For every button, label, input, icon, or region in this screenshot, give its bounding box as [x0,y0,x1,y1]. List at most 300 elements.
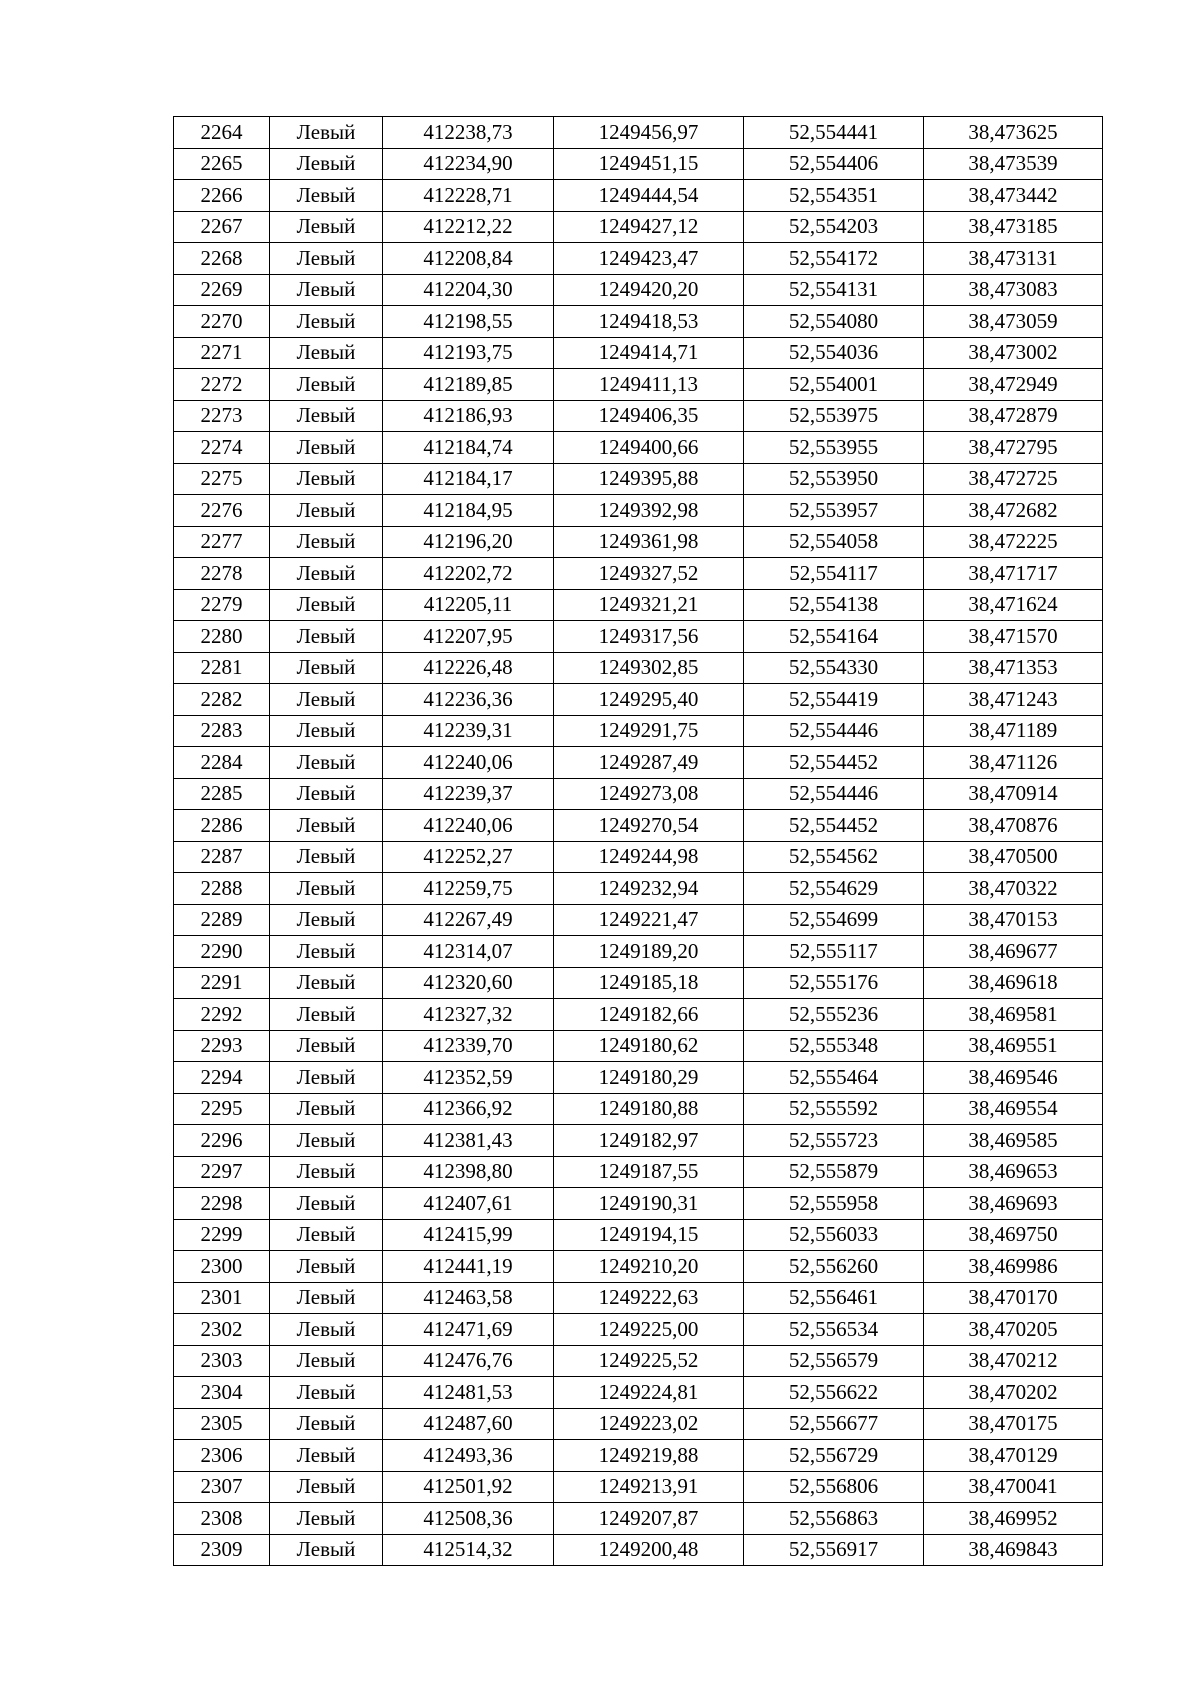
x-coordinate-cell: 412226,48 [383,652,554,684]
longitude-cell: 38,469653 [924,1156,1103,1188]
point-number-cell: 2270 [174,306,270,338]
point-number-cell: 2278 [174,558,270,590]
y-coordinate-cell: 1249317,56 [554,621,744,653]
latitude-cell: 52,554699 [744,904,924,936]
side-cell: Левый [270,306,383,338]
side-cell: Левый [270,621,383,653]
side-cell: Левый [270,1440,383,1472]
longitude-cell: 38,470212 [924,1345,1103,1377]
point-number-cell: 2277 [174,526,270,558]
point-number-cell: 2269 [174,274,270,306]
side-cell: Левый [270,558,383,590]
x-coordinate-cell: 412228,71 [383,180,554,212]
x-coordinate-cell: 412236,36 [383,684,554,716]
latitude-cell: 52,554080 [744,306,924,338]
longitude-cell: 38,471717 [924,558,1103,590]
point-number-cell: 2305 [174,1408,270,1440]
side-cell: Левый [270,337,383,369]
point-number-cell: 2300 [174,1251,270,1283]
y-coordinate-cell: 1249444,54 [554,180,744,212]
latitude-cell: 52,553975 [744,400,924,432]
side-cell: Левый [270,1156,383,1188]
side-cell: Левый [270,715,383,747]
longitude-cell: 38,470041 [924,1471,1103,1503]
point-number-cell: 2293 [174,1030,270,1062]
x-coordinate-cell: 412252,27 [383,841,554,873]
side-cell: Левый [270,274,383,306]
y-coordinate-cell: 1249361,98 [554,526,744,558]
table-row [174,652,1103,684]
table-row [174,1345,1103,1377]
side-cell: Левый [270,1062,383,1094]
latitude-cell: 52,554164 [744,621,924,653]
y-coordinate-cell: 1249221,47 [554,904,744,936]
y-coordinate-cell: 1249273,08 [554,778,744,810]
longitude-cell: 38,473059 [924,306,1103,338]
side-cell: Левый [270,1408,383,1440]
y-coordinate-cell: 1249414,71 [554,337,744,369]
table-row [174,243,1103,275]
x-coordinate-cell: 412240,06 [383,747,554,779]
x-coordinate-cell: 412238,73 [383,117,554,149]
x-coordinate-cell: 412186,93 [383,400,554,432]
x-coordinate-cell: 412501,92 [383,1471,554,1503]
latitude-cell: 52,556579 [744,1345,924,1377]
table-row [174,1440,1103,1472]
point-number-cell: 2289 [174,904,270,936]
side-cell: Левый [270,495,383,527]
longitude-cell: 38,469585 [924,1125,1103,1157]
point-number-cell: 2286 [174,810,270,842]
y-coordinate-cell: 1249395,88 [554,463,744,495]
point-number-cell: 2288 [174,873,270,905]
y-coordinate-cell: 1249406,35 [554,400,744,432]
longitude-cell: 38,473539 [924,148,1103,180]
y-coordinate-cell: 1249180,62 [554,1030,744,1062]
y-coordinate-cell: 1249182,97 [554,1125,744,1157]
x-coordinate-cell: 412471,69 [383,1314,554,1346]
y-coordinate-cell: 1249213,91 [554,1471,744,1503]
x-coordinate-cell: 412205,11 [383,589,554,621]
point-number-cell: 2276 [174,495,270,527]
latitude-cell: 52,554446 [744,715,924,747]
side-cell: Левый [270,243,383,275]
y-coordinate-cell: 1249287,49 [554,747,744,779]
side-cell: Левый [270,778,383,810]
side-cell: Левый [270,1377,383,1409]
x-coordinate-cell: 412476,76 [383,1345,554,1377]
x-coordinate-cell: 412320,60 [383,967,554,999]
side-cell: Левый [270,1219,383,1251]
point-number-cell: 2307 [174,1471,270,1503]
point-number-cell: 2292 [174,999,270,1031]
coordinates-table-body [174,117,1103,1566]
x-coordinate-cell: 412481,53 [383,1377,554,1409]
point-number-cell: 2309 [174,1534,270,1566]
latitude-cell: 52,554419 [744,684,924,716]
y-coordinate-cell: 1249225,00 [554,1314,744,1346]
latitude-cell: 52,556677 [744,1408,924,1440]
point-number-cell: 2299 [174,1219,270,1251]
point-number-cell: 2272 [174,369,270,401]
table-row [174,684,1103,716]
side-cell: Левый [270,1503,383,1535]
point-number-cell: 2304 [174,1377,270,1409]
table-row [174,1282,1103,1314]
side-cell: Левый [270,369,383,401]
latitude-cell: 52,553957 [744,495,924,527]
point-number-cell: 2265 [174,148,270,180]
y-coordinate-cell: 1249423,47 [554,243,744,275]
side-cell: Левый [270,1125,383,1157]
point-number-cell: 2274 [174,432,270,464]
y-coordinate-cell: 1249200,48 [554,1534,744,1566]
y-coordinate-cell: 1249392,98 [554,495,744,527]
y-coordinate-cell: 1249270,54 [554,810,744,842]
x-coordinate-cell: 412184,95 [383,495,554,527]
longitude-cell: 38,469750 [924,1219,1103,1251]
latitude-cell: 52,553950 [744,463,924,495]
latitude-cell: 52,554138 [744,589,924,621]
table-row [174,400,1103,432]
longitude-cell: 38,473002 [924,337,1103,369]
x-coordinate-cell: 412202,72 [383,558,554,590]
longitude-cell: 38,471126 [924,747,1103,779]
table-row [174,1156,1103,1188]
y-coordinate-cell: 1249327,52 [554,558,744,590]
longitude-cell: 38,469843 [924,1534,1103,1566]
latitude-cell: 52,555176 [744,967,924,999]
latitude-cell: 52,553955 [744,432,924,464]
table-row [174,873,1103,905]
side-cell: Левый [270,873,383,905]
y-coordinate-cell: 1249194,15 [554,1219,744,1251]
y-coordinate-cell: 1249187,55 [554,1156,744,1188]
y-coordinate-cell: 1249302,85 [554,652,744,684]
y-coordinate-cell: 1249182,66 [554,999,744,1031]
side-cell: Левый [270,117,383,149]
longitude-cell: 38,473083 [924,274,1103,306]
table-row [174,369,1103,401]
side-cell: Левый [270,1282,383,1314]
longitude-cell: 38,471570 [924,621,1103,653]
table-row [174,1503,1103,1535]
latitude-cell: 52,554058 [744,526,924,558]
x-coordinate-cell: 412196,20 [383,526,554,558]
table-row [174,306,1103,338]
latitude-cell: 52,556622 [744,1377,924,1409]
table-row [174,1471,1103,1503]
side-cell: Левый [270,432,383,464]
longitude-cell: 38,469581 [924,999,1103,1031]
longitude-cell: 38,469554 [924,1093,1103,1125]
table-row [174,936,1103,968]
x-coordinate-cell: 412259,75 [383,873,554,905]
latitude-cell: 52,554452 [744,810,924,842]
y-coordinate-cell: 1249207,87 [554,1503,744,1535]
table-row [174,904,1103,936]
longitude-cell: 38,472795 [924,432,1103,464]
point-number-cell: 2281 [174,652,270,684]
side-cell: Левый [270,904,383,936]
point-number-cell: 2268 [174,243,270,275]
side-cell: Левый [270,1251,383,1283]
side-cell: Левый [270,526,383,558]
longitude-cell: 38,473442 [924,180,1103,212]
point-number-cell: 2294 [174,1062,270,1094]
x-coordinate-cell: 412398,80 [383,1156,554,1188]
point-number-cell: 2285 [174,778,270,810]
latitude-cell: 52,554441 [744,117,924,149]
longitude-cell: 38,472725 [924,463,1103,495]
x-coordinate-cell: 412508,36 [383,1503,554,1535]
side-cell: Левый [270,1314,383,1346]
latitude-cell: 52,555723 [744,1125,924,1157]
table-row [174,463,1103,495]
x-coordinate-cell: 412487,60 [383,1408,554,1440]
latitude-cell: 52,556806 [744,1471,924,1503]
point-number-cell: 2301 [174,1282,270,1314]
y-coordinate-cell: 1249225,52 [554,1345,744,1377]
latitude-cell: 52,554406 [744,148,924,180]
longitude-cell: 38,469677 [924,936,1103,968]
point-number-cell: 2290 [174,936,270,968]
longitude-cell: 38,473131 [924,243,1103,275]
longitude-cell: 38,469618 [924,967,1103,999]
latitude-cell: 52,556863 [744,1503,924,1535]
table-row [174,715,1103,747]
latitude-cell: 52,554172 [744,243,924,275]
point-number-cell: 2291 [174,967,270,999]
y-coordinate-cell: 1249420,20 [554,274,744,306]
point-number-cell: 2264 [174,117,270,149]
longitude-cell: 38,471189 [924,715,1103,747]
side-cell: Левый [270,841,383,873]
longitude-cell: 38,470205 [924,1314,1103,1346]
table-row [174,526,1103,558]
longitude-cell: 38,473625 [924,117,1103,149]
latitude-cell: 52,556729 [744,1440,924,1472]
latitude-cell: 52,555348 [744,1030,924,1062]
longitude-cell: 38,470153 [924,904,1103,936]
side-cell: Левый [270,967,383,999]
x-coordinate-cell: 412327,32 [383,999,554,1031]
longitude-cell: 38,473185 [924,211,1103,243]
longitude-cell: 38,469693 [924,1188,1103,1220]
side-cell: Левый [270,180,383,212]
table-row [174,1314,1103,1346]
point-number-cell: 2302 [174,1314,270,1346]
y-coordinate-cell: 1249427,12 [554,211,744,243]
latitude-cell: 52,554351 [744,180,924,212]
coordinates-table [173,116,1103,1566]
table-row [174,1188,1103,1220]
point-number-cell: 2280 [174,621,270,653]
point-number-cell: 2298 [174,1188,270,1220]
latitude-cell: 52,554446 [744,778,924,810]
side-cell: Левый [270,211,383,243]
latitude-cell: 52,556033 [744,1219,924,1251]
table-row [174,1219,1103,1251]
y-coordinate-cell: 1249224,81 [554,1377,744,1409]
point-number-cell: 2287 [174,841,270,873]
point-number-cell: 2273 [174,400,270,432]
y-coordinate-cell: 1249400,66 [554,432,744,464]
y-coordinate-cell: 1249222,63 [554,1282,744,1314]
table-row [174,337,1103,369]
y-coordinate-cell: 1249295,40 [554,684,744,716]
side-cell: Левый [270,652,383,684]
x-coordinate-cell: 412189,85 [383,369,554,401]
table-row [174,117,1103,149]
side-cell: Левый [270,684,383,716]
side-cell: Левый [270,1030,383,1062]
longitude-cell: 38,472879 [924,400,1103,432]
x-coordinate-cell: 412239,37 [383,778,554,810]
point-number-cell: 2284 [174,747,270,779]
latitude-cell: 52,556917 [744,1534,924,1566]
table-row [174,211,1103,243]
x-coordinate-cell: 412212,22 [383,211,554,243]
longitude-cell: 38,470500 [924,841,1103,873]
side-cell: Левый [270,999,383,1031]
point-number-cell: 2275 [174,463,270,495]
latitude-cell: 52,555236 [744,999,924,1031]
y-coordinate-cell: 1249244,98 [554,841,744,873]
point-number-cell: 2303 [174,1345,270,1377]
side-cell: Левый [270,589,383,621]
longitude-cell: 38,469551 [924,1030,1103,1062]
point-number-cell: 2306 [174,1440,270,1472]
table-row [174,778,1103,810]
latitude-cell: 52,554562 [744,841,924,873]
table-row [174,495,1103,527]
x-coordinate-cell: 412339,70 [383,1030,554,1062]
x-coordinate-cell: 412366,92 [383,1093,554,1125]
longitude-cell: 38,469952 [924,1503,1103,1535]
table-row [174,1030,1103,1062]
longitude-cell: 38,470202 [924,1377,1103,1409]
x-coordinate-cell: 412234,90 [383,148,554,180]
longitude-cell: 38,470322 [924,873,1103,905]
table-row [174,274,1103,306]
latitude-cell: 52,555879 [744,1156,924,1188]
longitude-cell: 38,471243 [924,684,1103,716]
x-coordinate-cell: 412441,19 [383,1251,554,1283]
y-coordinate-cell: 1249190,31 [554,1188,744,1220]
table-row [174,1251,1103,1283]
latitude-cell: 52,554001 [744,369,924,401]
x-coordinate-cell: 412208,84 [383,243,554,275]
point-number-cell: 2267 [174,211,270,243]
point-number-cell: 2271 [174,337,270,369]
latitude-cell: 52,554131 [744,274,924,306]
table-row [174,148,1103,180]
side-cell: Левый [270,400,383,432]
latitude-cell: 52,556534 [744,1314,924,1346]
x-coordinate-cell: 412463,58 [383,1282,554,1314]
x-coordinate-cell: 412207,95 [383,621,554,653]
table-row [174,810,1103,842]
table-row [174,180,1103,212]
y-coordinate-cell: 1249189,20 [554,936,744,968]
point-number-cell: 2296 [174,1125,270,1157]
side-cell: Левый [270,1345,383,1377]
table-row [174,747,1103,779]
x-coordinate-cell: 412267,49 [383,904,554,936]
side-cell: Левый [270,463,383,495]
table-row [174,1534,1103,1566]
y-coordinate-cell: 1249291,75 [554,715,744,747]
latitude-cell: 52,556260 [744,1251,924,1283]
x-coordinate-cell: 412193,75 [383,337,554,369]
table-row [174,999,1103,1031]
point-number-cell: 2279 [174,589,270,621]
x-coordinate-cell: 412352,59 [383,1062,554,1094]
table-row [174,621,1103,653]
point-number-cell: 2282 [174,684,270,716]
latitude-cell: 52,556461 [744,1282,924,1314]
x-coordinate-cell: 412198,55 [383,306,554,338]
latitude-cell: 52,555464 [744,1062,924,1094]
longitude-cell: 38,470175 [924,1408,1103,1440]
y-coordinate-cell: 1249219,88 [554,1440,744,1472]
table-row [174,1408,1103,1440]
point-number-cell: 2308 [174,1503,270,1535]
table-row [174,432,1103,464]
x-coordinate-cell: 412415,99 [383,1219,554,1251]
longitude-cell: 38,469986 [924,1251,1103,1283]
y-coordinate-cell: 1249223,02 [554,1408,744,1440]
longitude-cell: 38,472225 [924,526,1103,558]
latitude-cell: 52,555592 [744,1093,924,1125]
longitude-cell: 38,470876 [924,810,1103,842]
side-cell: Левый [270,1188,383,1220]
longitude-cell: 38,471353 [924,652,1103,684]
table-row [174,1093,1103,1125]
y-coordinate-cell: 1249185,18 [554,967,744,999]
x-coordinate-cell: 412514,32 [383,1534,554,1566]
x-coordinate-cell: 412184,17 [383,463,554,495]
point-number-cell: 2283 [174,715,270,747]
point-number-cell: 2297 [174,1156,270,1188]
latitude-cell: 52,554330 [744,652,924,684]
side-cell: Левый [270,1471,383,1503]
y-coordinate-cell: 1249451,15 [554,148,744,180]
y-coordinate-cell: 1249411,13 [554,369,744,401]
side-cell: Левый [270,1534,383,1566]
point-number-cell: 2295 [174,1093,270,1125]
y-coordinate-cell: 1249180,29 [554,1062,744,1094]
longitude-cell: 38,470129 [924,1440,1103,1472]
y-coordinate-cell: 1249180,88 [554,1093,744,1125]
side-cell: Левый [270,936,383,968]
latitude-cell: 52,554452 [744,747,924,779]
longitude-cell: 38,472949 [924,369,1103,401]
table-row [174,589,1103,621]
table-row [174,1377,1103,1409]
latitude-cell: 52,554036 [744,337,924,369]
x-coordinate-cell: 412240,06 [383,810,554,842]
longitude-cell: 38,470914 [924,778,1103,810]
y-coordinate-cell: 1249418,53 [554,306,744,338]
side-cell: Левый [270,810,383,842]
side-cell: Левый [270,747,383,779]
x-coordinate-cell: 412407,61 [383,1188,554,1220]
longitude-cell: 38,472682 [924,495,1103,527]
side-cell: Левый [270,1093,383,1125]
latitude-cell: 52,554117 [744,558,924,590]
